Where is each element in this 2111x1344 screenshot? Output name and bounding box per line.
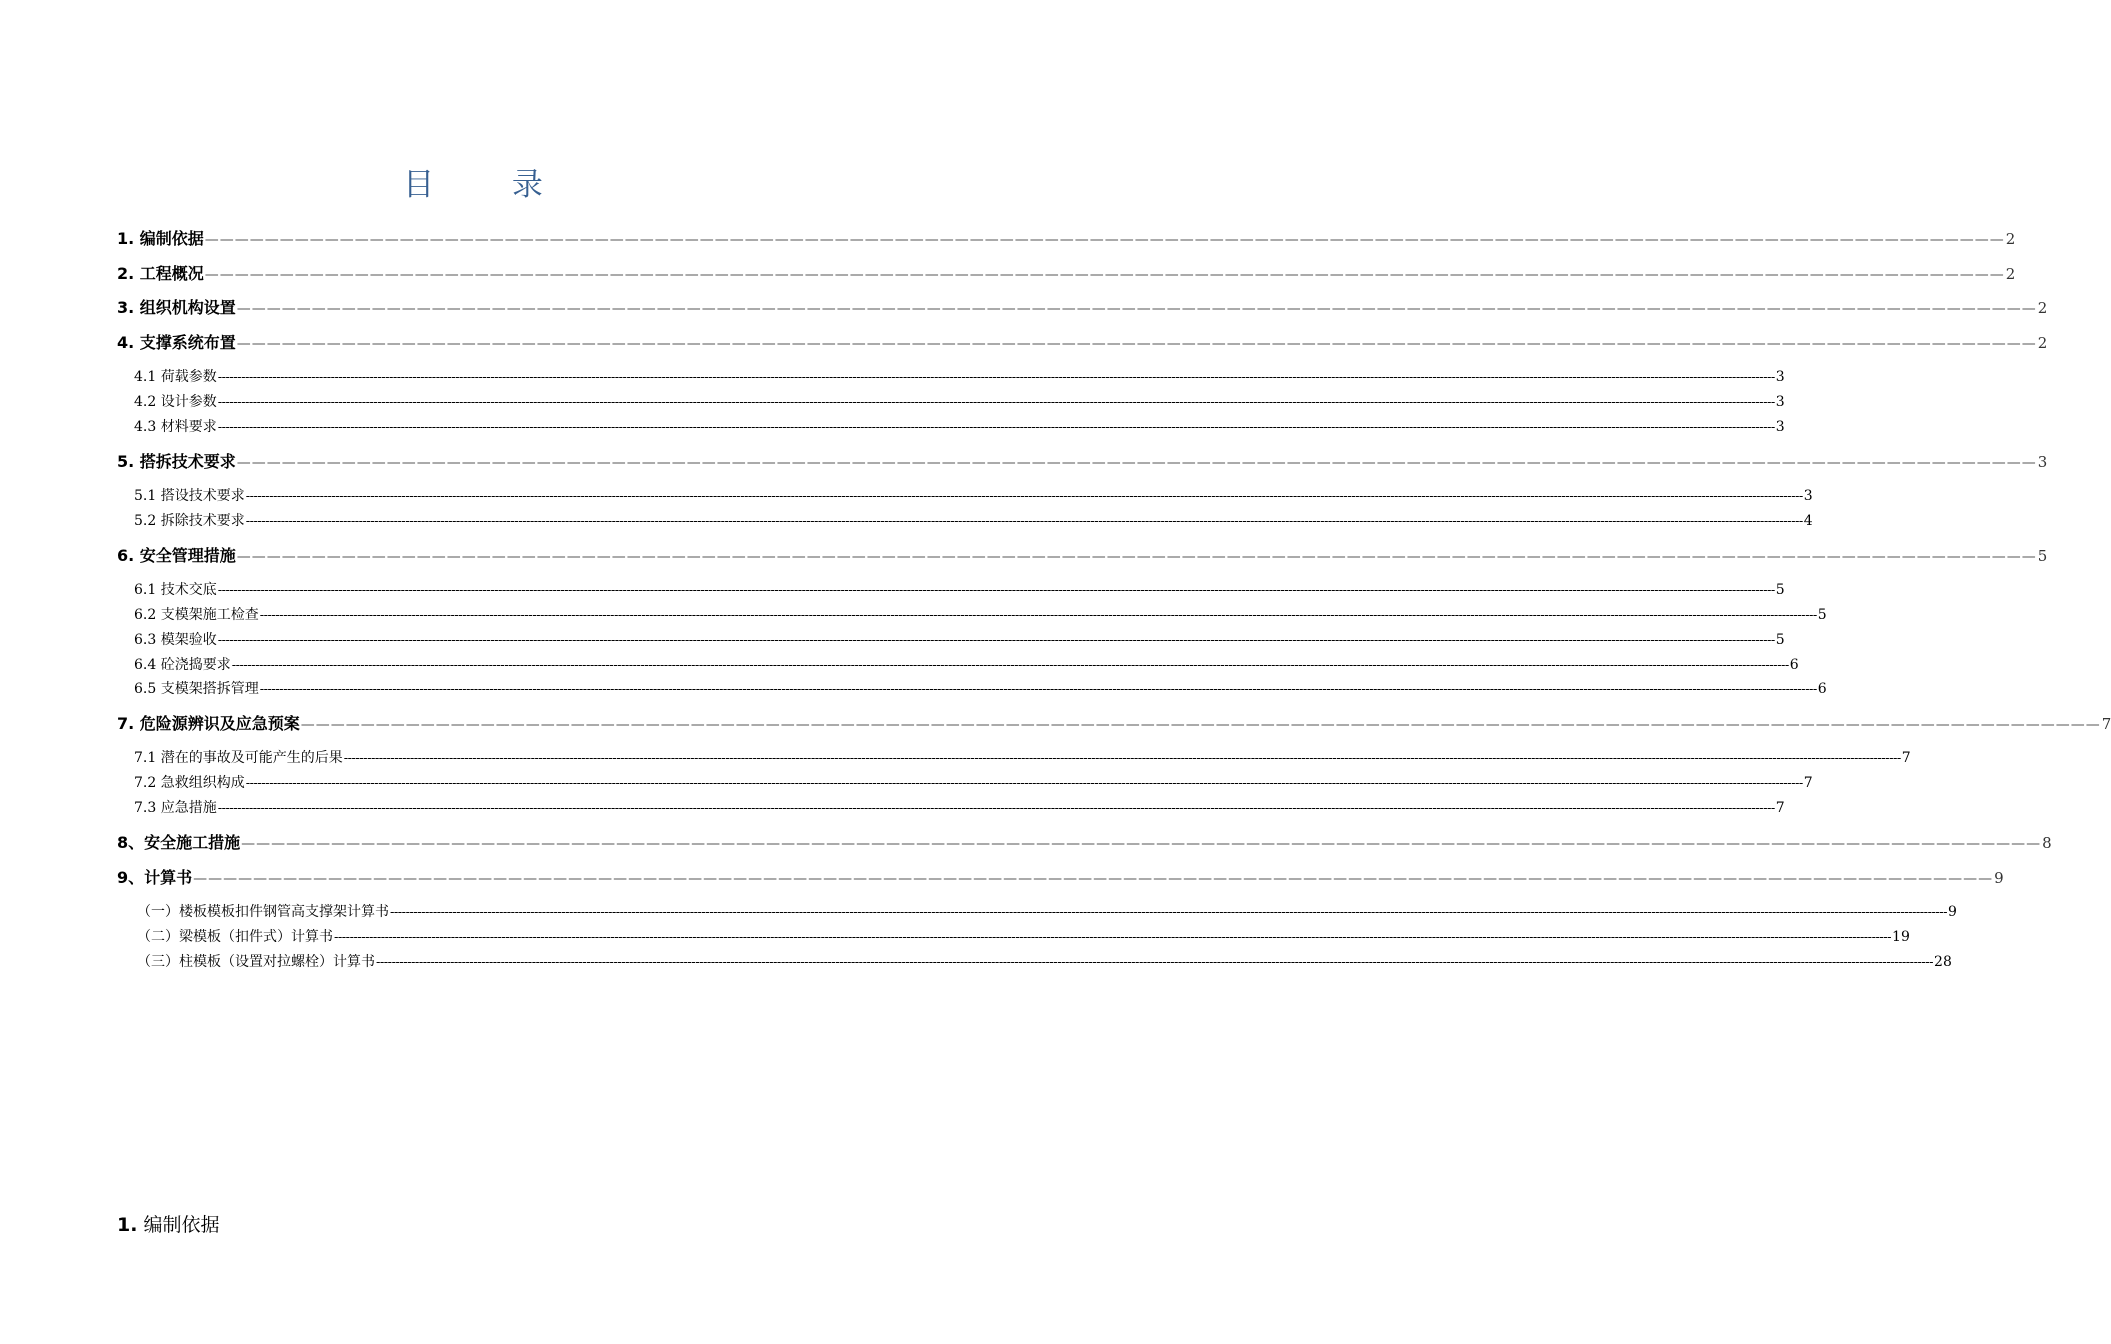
toc-entry-page: 3	[1775, 419, 1785, 435]
toc-leader-line: ————————————————————————————————————————————————————————————————————————————————————————————————————————————————————————	[204, 267, 2005, 283]
toc-entry-page: 4	[1803, 513, 1813, 529]
toc-entry-label: 5.1 搭设技术要求	[134, 488, 245, 504]
toc-entry-page: 2	[2005, 265, 2016, 283]
toc-entry-page: 19	[1892, 929, 1910, 945]
toc-entry[interactable]	[137, 902, 1957, 922]
toc-entry[interactable]	[117, 263, 2016, 285]
toc-entry[interactable]	[134, 605, 1827, 625]
toc-entry[interactable]	[134, 417, 1785, 437]
toc-entry[interactable]	[134, 798, 1785, 818]
toc-leader-line: ————————————————————————————————————————————————————————————————————————————————————————————————————————————————————————	[241, 836, 2042, 852]
toc-entry-page: 7	[1775, 800, 1785, 816]
toc-entry-label: 6.4 砼浇捣要求	[134, 657, 231, 673]
toc-entry-label: 8、安全施工措施	[117, 833, 241, 852]
toc-entry-page: 9	[1948, 904, 1957, 920]
section-number: 1.	[117, 1214, 138, 1236]
toc-entry-page: 3	[2037, 453, 2048, 471]
toc-title: 目 录	[403, 167, 577, 203]
toc-entry-page: 3	[1775, 394, 1785, 410]
toc-entry[interactable]	[134, 630, 1785, 650]
toc-leader-line: ----------------------------------------------------------------------------------------------------------------------------------------------------------------------------------------------------------------------------------------------------------------------------------------------------------------------------------------------------------------------------------------------------------------	[245, 489, 1803, 504]
toc-entry-label: 6.3 模架验收	[134, 632, 217, 648]
toc-leader-line: ----------------------------------------------------------------------------------------------------------------------------------------------------------------------------------------------------------------------------------------------------------------------------------------------------------------------------------------------------------------------------------------------------------------	[217, 395, 1775, 410]
toc-leader-line: ————————————————————————————————————————————————————————————————————————————————————————————————————————————————————————	[204, 232, 2005, 248]
toc-entry-label: 6.5 支模架搭拆管理	[134, 681, 259, 697]
toc-entry-page: 28	[1934, 954, 1952, 970]
toc-entry-label: 7.1 潜在的事故及可能产生的后果	[134, 750, 343, 766]
toc-entry-label: 6.1 技术交底	[134, 582, 217, 598]
toc-entry-label: 6.2 支模架施工检查	[134, 607, 259, 623]
toc-entry[interactable]	[117, 297, 2048, 319]
toc-entry[interactable]	[117, 451, 2048, 473]
toc-leader-line: ————————————————————————————————————————————————————————————————————————————————————————————————————————————————————————	[236, 336, 2037, 352]
toc-entry-label: 2. 工程概况	[117, 264, 204, 283]
toc-entry-page: 6	[1817, 681, 1827, 697]
toc-leader-line: ----------------------------------------------------------------------------------------------------------------------------------------------------------------------------------------------------------------------------------------------------------------------------------------------------------------------------------------------------------------------------------------------------------------	[259, 682, 1817, 697]
toc-entry-label: 6. 安全管理措施	[117, 546, 236, 565]
toc-leader-line: ----------------------------------------------------------------------------------------------------------------------------------------------------------------------------------------------------------------------------------------------------------------------------------------------------------------------------------------------------------------------------------------------------------------	[376, 955, 1934, 970]
toc-leader-line: ----------------------------------------------------------------------------------------------------------------------------------------------------------------------------------------------------------------------------------------------------------------------------------------------------------------------------------------------------------------------------------------------------------------	[231, 658, 1789, 673]
toc-leader-line: ----------------------------------------------------------------------------------------------------------------------------------------------------------------------------------------------------------------------------------------------------------------------------------------------------------------------------------------------------------------------------------------------------------------	[245, 776, 1803, 791]
toc-entry[interactable]	[134, 748, 1911, 768]
toc-entry[interactable]	[134, 392, 1785, 412]
toc-entry-page: 7	[2101, 715, 2111, 733]
toc-leader-line: ----------------------------------------------------------------------------------------------------------------------------------------------------------------------------------------------------------------------------------------------------------------------------------------------------------------------------------------------------------------------------------------------------------------	[217, 583, 1775, 598]
section-title: 编制依据	[143, 1214, 220, 1236]
toc-entry[interactable]	[134, 679, 1827, 699]
toc-entry-page: 8	[2042, 834, 2052, 852]
toc-entry-page: 2	[2005, 230, 2016, 248]
toc-leader-line: ————————————————————————————————————————————————————————————————————————————————————————————————————————————————————————	[300, 717, 2101, 733]
toc-entry-page: 5	[2037, 547, 2048, 565]
toc-entry[interactable]	[137, 952, 1952, 972]
toc-entry-page: 5	[1775, 582, 1785, 598]
toc-entry[interactable]	[117, 832, 2052, 854]
toc-leader-line: ----------------------------------------------------------------------------------------------------------------------------------------------------------------------------------------------------------------------------------------------------------------------------------------------------------------------------------------------------------------------------------------------------------------	[217, 420, 1775, 435]
toc-entry-page: 2	[2037, 334, 2048, 352]
toc-entry-page: 7	[1803, 775, 1813, 791]
toc-entry-page: 5	[1775, 632, 1785, 648]
toc-leader-line: ----------------------------------------------------------------------------------------------------------------------------------------------------------------------------------------------------------------------------------------------------------------------------------------------------------------------------------------------------------------------------------------------------------------	[343, 751, 1901, 766]
toc-entry-label: 3. 组织机构设置	[117, 298, 236, 317]
toc-entry[interactable]	[137, 927, 1910, 947]
toc-entry[interactable]	[117, 713, 2111, 735]
toc-entry[interactable]	[117, 867, 2004, 889]
toc-entry-page: 6	[1789, 657, 1799, 673]
toc-entry[interactable]	[134, 580, 1785, 600]
toc-entry-page: 2	[2037, 299, 2048, 317]
toc-entry-page: 5	[1817, 607, 1827, 623]
toc-entry[interactable]	[134, 511, 1813, 531]
toc-leader-line: ————————————————————————————————————————————————————————————————————————————————————————————————————————————————————————	[236, 455, 2037, 471]
toc-entry[interactable]	[117, 228, 2016, 250]
toc-entry-page: 9	[1994, 869, 2004, 887]
toc-entry-label: 7.2 急救组织构成	[134, 775, 245, 791]
toc-entry[interactable]	[134, 486, 1813, 506]
toc-leader-line: ----------------------------------------------------------------------------------------------------------------------------------------------------------------------------------------------------------------------------------------------------------------------------------------------------------------------------------------------------------------------------------------------------------------	[245, 514, 1803, 529]
toc-entry-label: 5. 搭拆技术要求	[117, 452, 236, 471]
toc-entry[interactable]	[134, 655, 1799, 675]
toc-entry-label: 5.2 拆除技术要求	[134, 513, 245, 529]
toc-entry-label: 4.2 设计参数	[134, 394, 217, 410]
toc-leader-line: ----------------------------------------------------------------------------------------------------------------------------------------------------------------------------------------------------------------------------------------------------------------------------------------------------------------------------------------------------------------------------------------------------------------	[390, 905, 1948, 920]
toc-entry-label: 4.3 材料要求	[134, 419, 217, 435]
toc-leader-line: ----------------------------------------------------------------------------------------------------------------------------------------------------------------------------------------------------------------------------------------------------------------------------------------------------------------------------------------------------------------------------------------------------------------	[334, 930, 1892, 945]
toc-entry-label: （一）楼板模板扣件钢管高支撑架计算书	[137, 904, 389, 920]
toc-leader-line: ----------------------------------------------------------------------------------------------------------------------------------------------------------------------------------------------------------------------------------------------------------------------------------------------------------------------------------------------------------------------------------------------------------------	[217, 801, 1775, 816]
toc-entry-page: 7	[1901, 750, 1911, 766]
toc-entry[interactable]	[134, 773, 1813, 793]
toc-entry-label: 1. 编制依据	[117, 229, 204, 248]
toc-entry-label: 9、计算书	[117, 868, 193, 887]
toc-leader-line: ----------------------------------------------------------------------------------------------------------------------------------------------------------------------------------------------------------------------------------------------------------------------------------------------------------------------------------------------------------------------------------------------------------------	[217, 633, 1775, 648]
section-heading	[117, 1210, 220, 1240]
toc-leader-line: ----------------------------------------------------------------------------------------------------------------------------------------------------------------------------------------------------------------------------------------------------------------------------------------------------------------------------------------------------------------------------------------------------------------	[217, 370, 1775, 385]
toc-entry-page: 3	[1803, 488, 1813, 504]
toc-entry-label: 7. 危险源辨识及应急预案	[117, 714, 300, 733]
toc-entry-label: 4. 支撑系统布置	[117, 333, 236, 352]
toc-entry-label: 4.1 荷载参数	[134, 369, 217, 385]
toc-entry-label: 7.3 应急措施	[134, 800, 217, 816]
toc-leader-line: ----------------------------------------------------------------------------------------------------------------------------------------------------------------------------------------------------------------------------------------------------------------------------------------------------------------------------------------------------------------------------------------------------------------	[259, 608, 1817, 623]
toc-entry-label: （二）梁模板（扣件式）计算书	[137, 929, 333, 945]
toc-entry-page: 3	[1775, 369, 1785, 385]
toc-entry[interactable]	[117, 332, 2048, 354]
toc-leader-line: ————————————————————————————————————————————————————————————————————————————————————————————————————————————————————————	[193, 871, 1994, 887]
toc-entry-label: （三）柱模板（设置对拉螺栓）计算书	[137, 954, 375, 970]
toc-leader-line: ————————————————————————————————————————————————————————————————————————————————————————————————————————————————————————	[236, 549, 2037, 565]
toc-entry[interactable]	[117, 545, 2048, 567]
toc-entry[interactable]	[134, 367, 1785, 387]
toc-leader-line: ————————————————————————————————————————————————————————————————————————————————————————————————————————————————————————	[236, 301, 2037, 317]
